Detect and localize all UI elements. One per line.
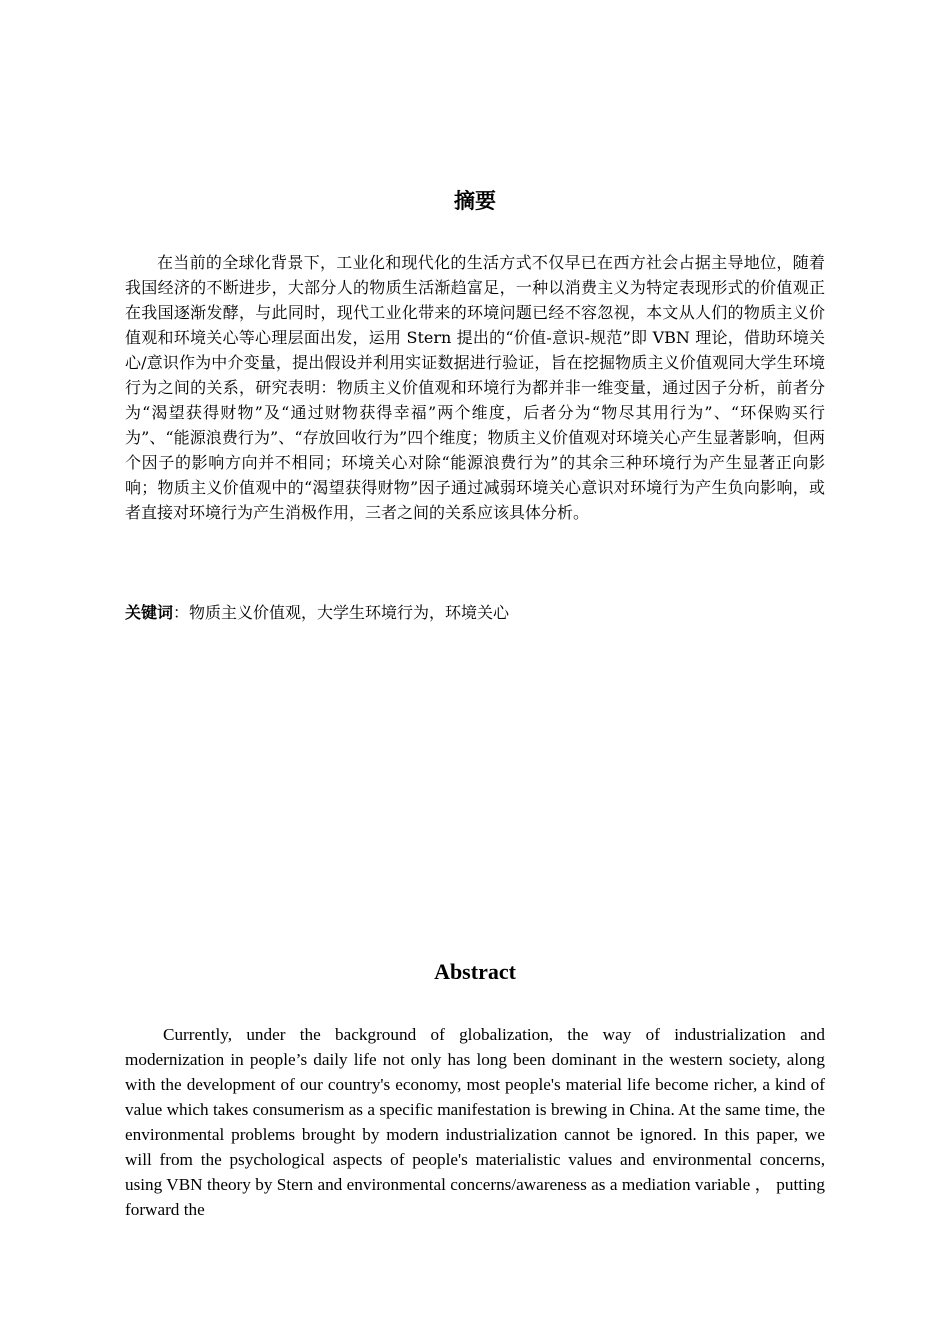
- keywords-separator: ：: [173, 603, 190, 622]
- keywords-list: 物质主义价值观，大学生环境行为，环境关心: [189, 603, 510, 622]
- english-abstract-body: Currently, under the background of globalization, the way of industrialization and modernization in people’s daily life not only has long been dominant in the western society, along with the development of our country's economy, most people's material life become richer, a kind of value which takes consumerism as a specific manifestation is brewing in China. At the same time, the environmental problems brought by modern industrialization cannot be ignored. In this paper, we will from the psychological aspects of people's materialistic values and environmental concerns, using VBN theory by Stern and environmental concerns/awareness as a mediation variable ， putting forward the: [125, 1025, 825, 1219]
- chinese-abstract-body: 在当前的全球化背景下，工业化和现代化的生活方式不仅早已在西方社会占据主导地位，随着我国经济的不断进步，大部分人的物质生活渐趋富足，一种以消费主义为特定表现形式的价值观正在我国逐渐发酵，与此同时，现代工业化带来的环境问题已经不容忽视，本文从人们的物质主义价值观和环境关心等心理层面出发，运用 Stern 提出的“价值-意识-规范”即 VBN 理论，借助环境关心/意识作为中介变量，提出假设并利用实证数据进行验证，旨在挖掘物质主义价值观同大学生环境行为之间的关系，研究表明：物质主义价值观和环境行为都并非一维变量，通过因子分析，前者分为“渴望获得财物”及“通过财物获得幸福”两个维度，后者分为“物尽其用行为”、“环保购买行为”、“能源浪费行为”、“存放回收行为”四个维度；物质主义价值观对环境关心产生显著影响，但两个因子的影响方向并不相同；环境关心对除“能源浪费行为”的其余三种环境行为产生显著正向影响；物质主义价值观中的“渴望获得财物”因子通过减弱环境关心意识对环境行为产生负向影响，或者直接对环境行为产生消极作用，三者之间的关系应该具体分析。: [125, 253, 825, 522]
- keywords-label: 关键词: [125, 603, 174, 622]
- chinese-abstract-title: 摘要: [454, 189, 496, 213]
- english-abstract-title: Abstract: [434, 959, 516, 984]
- chinese-keywords: [125, 600, 825, 625]
